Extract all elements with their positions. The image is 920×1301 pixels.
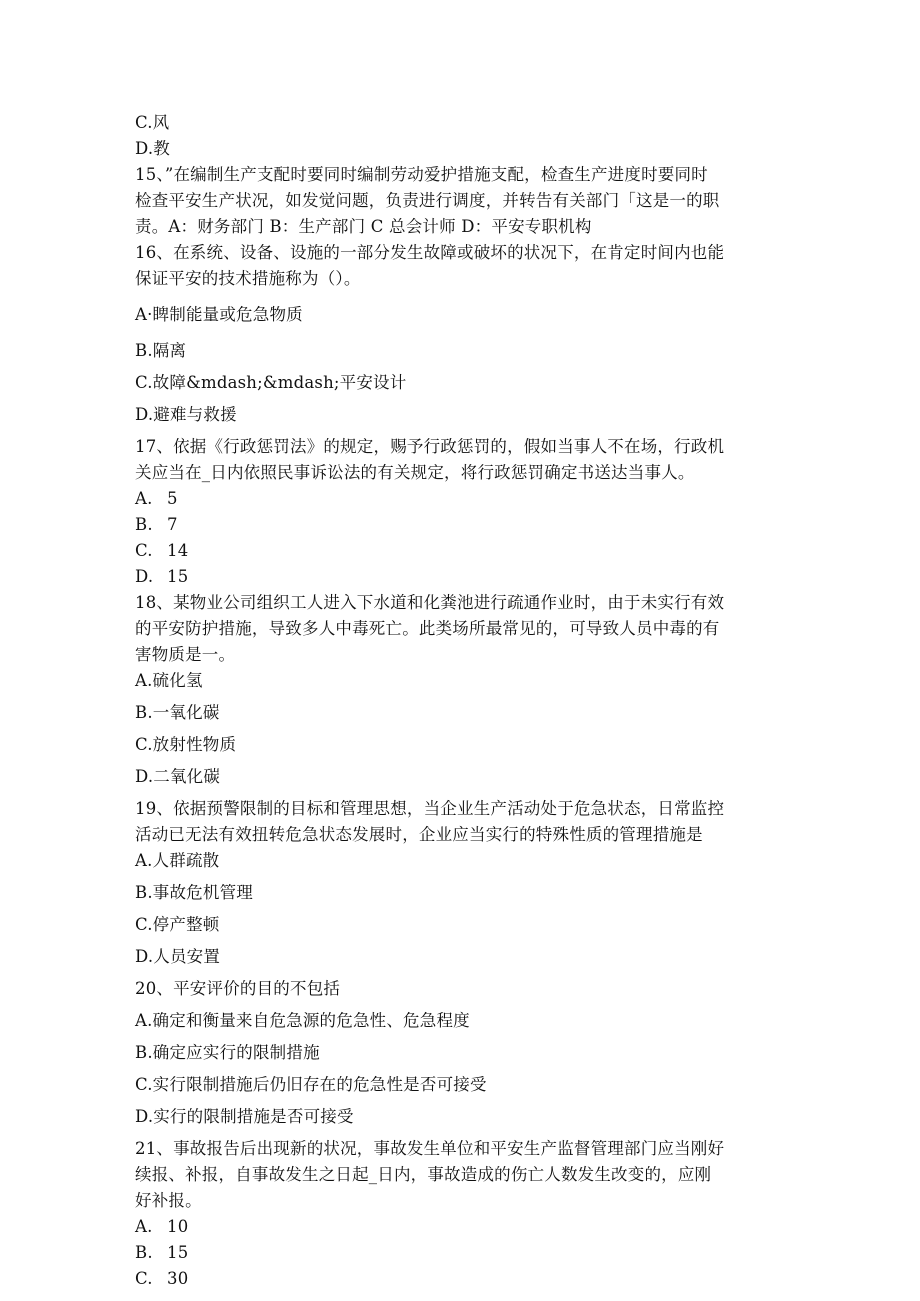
option-line: C.实行限制措施后仍旧存在的危急性是否可接受 [135,1075,487,1094]
option-line: B.一氧化碳 [135,703,220,722]
option-label: C. [135,541,153,560]
question-19-line: 19、依据预警限制的目标和管理思想，当企业生产活动处于危急状态，日常监控 [135,799,725,818]
option-line: D.人员安置 [135,947,221,966]
option-line: A.硫化氢 [135,671,203,690]
option-line: C.风 [135,113,170,132]
option-line [135,1240,785,1266]
question-18-line: 的平安防护措施，导致多人中毒死亡。此类场所最常见的，可导致人员中毒的有 [135,619,720,638]
option-value: 30 [167,1269,189,1288]
question-21-line: 21、事故报告后出现新的状况，事故发生单位和平安生产监督管理部门应当刚好 [135,1139,725,1158]
option-line [135,1214,785,1240]
option-line: B.隔离 [135,341,187,360]
option-label: B. [135,1243,153,1262]
option-line: C.故障&mdash;&mdash;平安设计 [135,373,407,392]
document-page [135,110,785,1292]
question-17-line: 17、依据《行政惩罚法》的规定，赐予行政惩罚的，假如当事人不在场，行政机 [135,437,725,456]
question-18-line: 害物质是一。 [135,645,236,664]
option-label: D. [135,567,154,586]
option-line: A·睥制能量或危急物质 [135,305,303,324]
question-20-line: 20、平安评价的目的不包括 [135,979,341,998]
option-value: 15 [167,567,189,586]
question-15-line: 责。A：财务部门 B：生产部门 C 总会计师 D：平安专职机构 [135,217,592,236]
option-value: 5 [167,489,178,508]
question-16-line: 16、在系统、设备、设施的一部分发生故障或破坏的状况下，在肯定时间内也能 [135,243,725,262]
option-value: 10 [167,1217,189,1236]
option-line: D.实行的限制措施是否可接受 [135,1107,354,1126]
option-line [135,512,785,538]
question-21-line: 续报、补报，自事故发生之日起_日内，事故造成的伤亡人数发生改变的，应刚 [135,1165,712,1184]
option-line [135,564,785,590]
option-line: D.教 [135,139,170,158]
question-17-line: 关应当在_日内依照民事诉讼法的有关规定，将行政惩罚确定书送达当事人。 [135,463,695,482]
option-line: B.事故危机管理 [135,883,253,902]
question-18-line: 18、某物业公司组织工人进入下水道和化粪池进行疏通作业时，由于未实行有效 [135,593,725,612]
option-label: B. [135,515,153,534]
option-line: D.二氧化碳 [135,767,221,786]
option-line [135,538,785,564]
option-line [135,1266,785,1292]
question-15-line: 检查平安生产状况，如发觉问题，负责进行调度，并转告有关部门「这是一的职 [135,191,720,210]
option-value: 14 [167,541,189,560]
option-line: C.停产整顿 [135,915,220,934]
option-line: D.避难与救援 [135,405,237,424]
option-line: B.确定应实行的限制措施 [135,1043,320,1062]
option-label: A. [135,1217,153,1236]
question-19-line: 活动已无法有效扭转危急状态发展时，企业应当实行的特殊性质的管理措施是 [135,825,703,844]
option-label: A. [135,489,153,508]
question-16-line: 保证平安的技术措施称为（）。 [135,269,361,288]
question-15-line: 15、”在编制生产支配时要同时编制劳动爱护措施支配，检查生产进度时要同时 [135,165,708,184]
option-line [135,486,785,512]
option-line: A.确定和衡量来自危急源的危急性、危急程度 [135,1011,470,1030]
option-line: C.放射性物质 [135,735,237,754]
option-value: 15 [167,1243,189,1262]
option-label: C. [135,1269,153,1288]
option-line: A.人群疏散 [135,851,220,870]
option-value: 7 [167,515,178,534]
question-21-line: 好补报。 [135,1191,202,1210]
